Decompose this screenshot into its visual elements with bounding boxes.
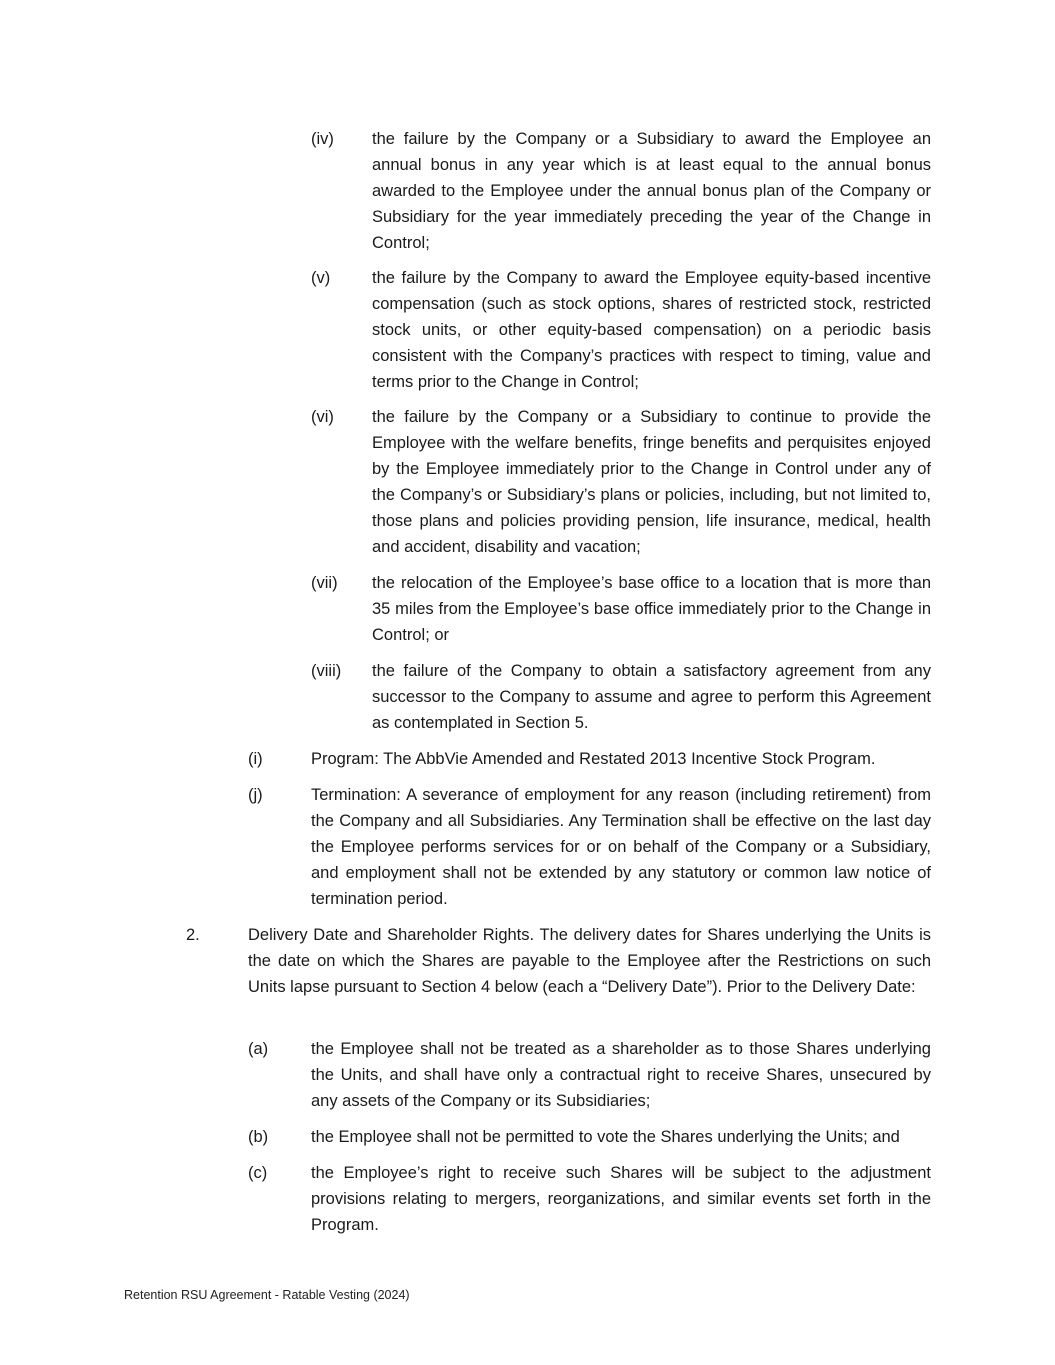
item-label: (iv) [311, 130, 334, 148]
item-label: (vii) [311, 574, 338, 592]
item-label: (v) [311, 269, 331, 287]
item-text: the failure of the Company to obtain a satisfactory agreement from any successor to the Company to assume and agree to perform this Agreement as contemplated in Section 5. [372, 662, 931, 732]
item-label: (i) [248, 750, 263, 768]
item-label: (vi) [311, 408, 334, 426]
item-label: (j) [248, 786, 263, 804]
item-text: Program: The AbbVie Amended and Restated 2013 Incentive Stock Program. [311, 750, 876, 768]
section-text: Delivery Date and Shareholder Rights. The delivery dates for Shares underlying the Units is the date on which the Shares are payable to the Employee after the Restrictions on such Units lapse pursuant to Section 4 below (each a “Delivery Date”). Prior to the Delivery Date: [248, 926, 931, 996]
page-footer: Retention RSU Agreement - Ratable Vesting (2024) [124, 1288, 410, 1302]
item-text: the failure by the Company or a Subsidiary to award the Employee an annual bonus in any year which is at least equal to the annual bonus awarded to the Employee under the annual bonus plan of the Company or Subsidiary for the year immediately preceding the year of the Change in Control; [372, 130, 931, 252]
item-label: (b) [248, 1128, 269, 1146]
item-label: (c) [248, 1164, 268, 1182]
item-text: the Employee shall not be treated as a shareholder as to those Shares underlying the Units, and shall have only a contractual right to receive Shares, unsecured by any assets of the Company or its Subsidiaries; [311, 1040, 931, 1110]
item-text: Termination: A severance of employment for any reason (including retirement) from the Company and all Subsidiaries. Any Termination shall be effective on the last day the Employee performs services for or on behalf of the Company or a Subsidiary, and employment shall not be extended by any statutory or common law notice of termination period. [311, 786, 931, 908]
item-text: the Employee’s right to receive such Shares will be subject to the adjustment provisions relating to mergers, reorganizations, and similar events set forth in the Program. [311, 1164, 931, 1234]
item-label: (a) [248, 1040, 269, 1058]
item-label: (viii) [311, 662, 342, 680]
item-text: the failure by the Company to award the Employee equity-based incentive compensation (such as stock options, shares of restricted stock, restricted stock units, or other equity-based compensation) on a periodic basis consistent with the Company’s practices with respect to timing, value and terms prior to the Change in Control; [372, 269, 931, 391]
section-number: 2. [186, 926, 200, 944]
item-text: the relocation of the Employee’s base office to a location that is more than 35 miles from the Employee’s base office immediately prior to the Change in Control; or [372, 574, 931, 644]
item-text: the Employee shall not be permitted to vote the Shares underlying the Units; and [311, 1128, 900, 1146]
item-text: the failure by the Company or a Subsidiary to continue to provide the Employee with the welfare benefits, fringe benefits and perquisites enjoyed by the Employee immediately prior to the Change in Control under any of the Company’s or Subsidiary’s plans or policies, including, but not limited to, those plans and policies providing pension, life insurance, medical, health and accident, disability and vacation; [372, 408, 931, 556]
